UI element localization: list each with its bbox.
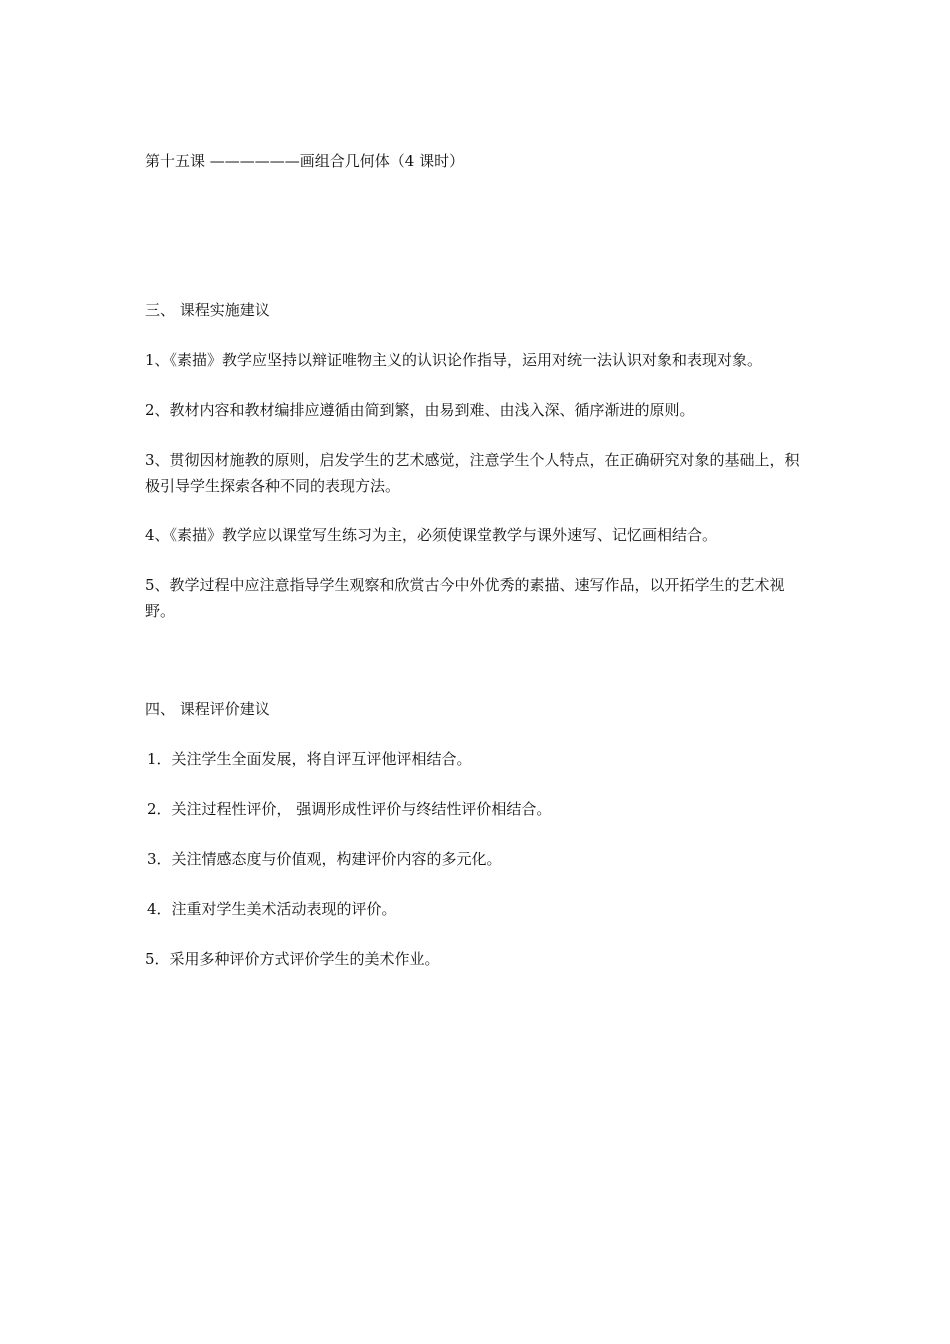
section-4-item-1: 1．关注学生全面发展，将自评互评他评相结合。	[147, 750, 472, 768]
section-4-heading: 四、 课程评价建议	[145, 700, 270, 718]
section-4-item-4: 4．注重对学生美术活动表现的评价。	[147, 900, 397, 918]
section-4-item-5: 5．采用多种评价方式评价学生的美术作业。	[145, 950, 440, 968]
section-3-item-4: 4、《素描》教学应以课堂写生练习为主，必须使课堂教学与课外速写、记忆画相结合。	[145, 526, 718, 544]
section-3-item-5: 5、教学过程中应注意指导学生观察和欣赏古今中外优秀的素描、速写作品，以开拓学生的艺术视野。	[145, 576, 785, 620]
section-3-heading: 三、 课程实施建议	[145, 301, 270, 319]
section-3-item-3: 3、贯彻因材施教的原则，启发学生的艺术感觉，注意学生个人特点，在正确研究对象的基础上，积极引导学生探索各种不同的表现方法。	[145, 451, 800, 495]
section-3-item-1: 1、《素描》教学应坚持以辩证唯物主义的认识论作指导，运用对统一法认识对象和表现对象。	[145, 351, 763, 369]
section-4-item-3: 3．关注情感态度与价值观，构建评价内容的多元化。	[147, 850, 502, 868]
section-3-item-2: 2、教材内容和教材编排应遵循由简到繁，由易到难、由浅入深、循序渐进的原则。	[145, 401, 695, 419]
lesson-title: 第十五课 ——————画组合几何体（4 课时）	[145, 152, 465, 170]
section-4-item-2: 2．关注过程性评价， 强调形成性评价与终结性评价相结合。	[147, 800, 552, 818]
